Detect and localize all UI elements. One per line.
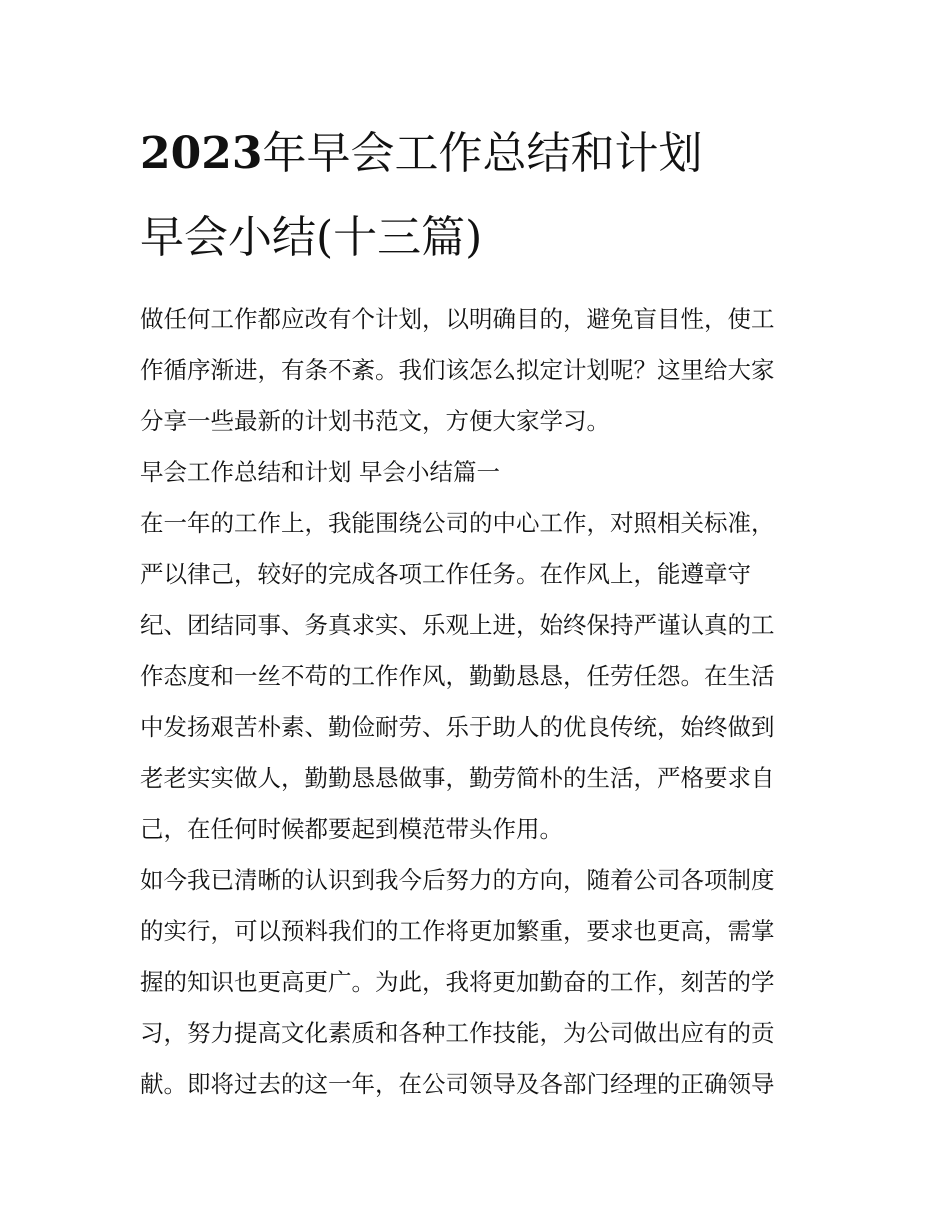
document-page (140, 112, 820, 1110)
intro-paragraph (140, 294, 820, 447)
title-year: 2023 (140, 128, 263, 179)
paragraph-line: 如今我已清晰的认识到我今后努力的方向，随着公司各项制度 (140, 866, 775, 894)
title-line-1-text: 年早会工作总结和计划 (262, 128, 703, 179)
intro-line: 分享一些最新的计划书范文，方便大家学习。 (140, 407, 610, 435)
paragraph-line: 作态度和一丝不苟的工作作风，勤勤恳恳，任劳任怨。在生活 (140, 662, 775, 690)
paragraph-line: 纪、团结同事、务真求实、乐观上进，始终保持严谨认真的工 (140, 611, 775, 639)
paragraph-line: 严以律己，较好的完成各项工作任务。在作风上，能遵章守 (140, 560, 751, 588)
document-body (140, 294, 820, 1110)
section-heading-text: 早会工作总结和计划 早会小结篇一 (140, 458, 500, 486)
body-paragraph-2 (140, 855, 820, 1110)
title-line-1 (140, 112, 820, 196)
paragraph-line: 在一年的工作上，我能围绕公司的中心工作，对照相关标准， (140, 509, 775, 537)
paragraph-line: 的实行，可以预料我们的工作将更加繁重，要求也更高，需掌 (140, 917, 775, 945)
body-paragraph-1 (140, 498, 820, 855)
paragraph-line: 老老实实做人，勤勤恳恳做事，勤劳简朴的生活，严格要求自 (140, 764, 775, 792)
document-title (140, 112, 820, 280)
section-heading (140, 447, 820, 498)
paragraph-line: 习，努力提高文化素质和各种工作技能，为公司做出应有的贡 (140, 1019, 775, 1047)
intro-line: 做任何工作都应改有个计划，以明确目的，避免盲目性，使工 (140, 305, 775, 333)
intro-line: 作循序渐进，有条不紊。我们该怎么拟定计划呢？这里给大家 (140, 356, 775, 384)
paragraph-line: 献。即将过去的这一年，在公司领导及各部门经理的正确领导 (140, 1070, 775, 1098)
paragraph-line: 握的知识也更高更广。为此，我将更加勤奋的工作，刻苦的学 (140, 968, 775, 996)
paragraph-line: 己，在任何时候都要起到模范带头作用。 (140, 815, 563, 843)
paragraph-line: 中发扬艰苦朴素、勤俭耐劳、乐于助人的优良传统，始终做到 (140, 713, 775, 741)
title-line-2: 早会小结(十三篇) (140, 212, 483, 263)
